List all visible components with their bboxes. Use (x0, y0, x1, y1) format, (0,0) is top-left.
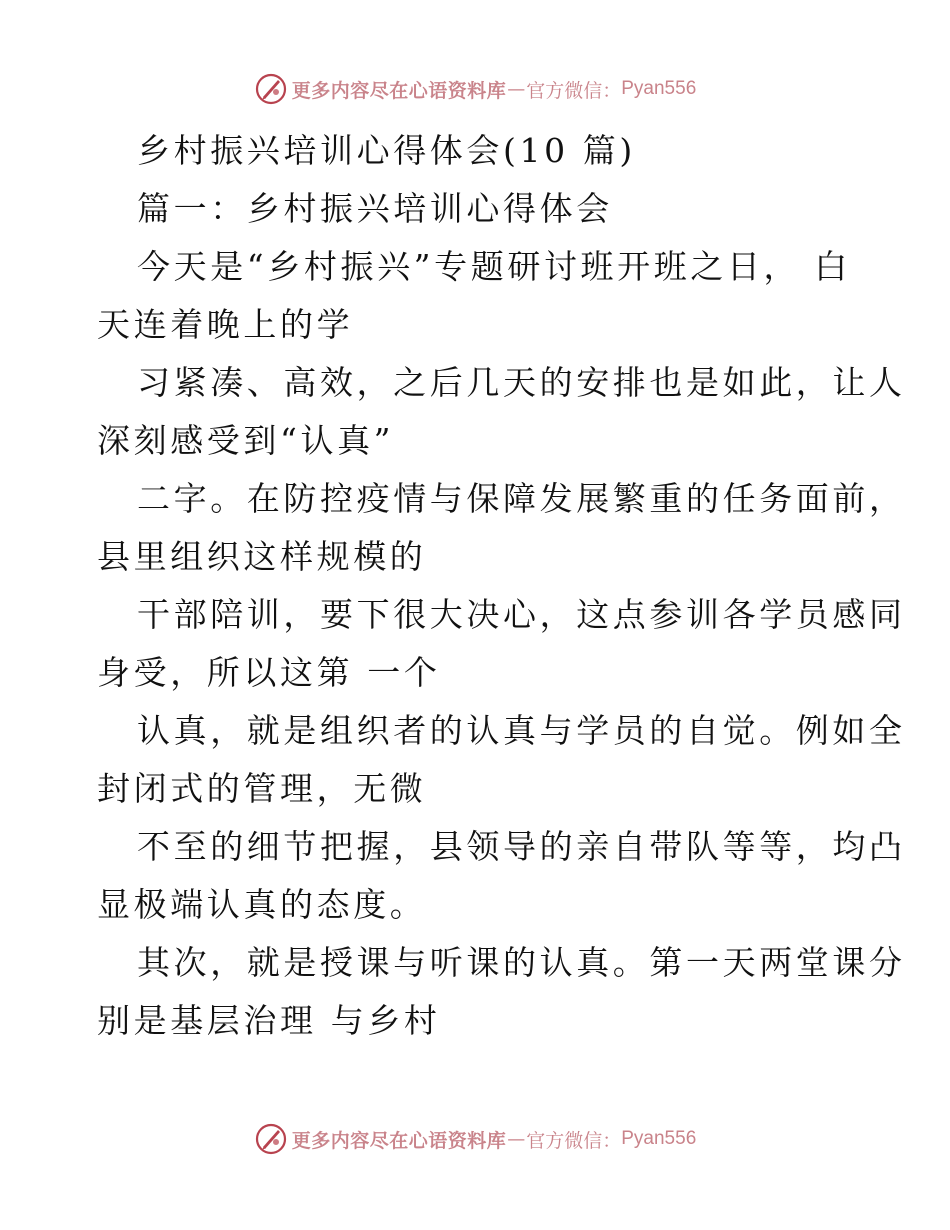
section-heading: 篇一：乡村振兴培训心得体会 (137, 189, 613, 228)
watermark-label: 官方微信： (526, 1129, 622, 1152)
watermark-separator: — (507, 78, 526, 100)
watermark-wechat-id: Pyan556 (621, 78, 697, 99)
watermark-brand: 更多内容尽在心语资料库 (291, 79, 507, 102)
body-line: 二字。在防控疫情与保障发展繁重的任务面前， (137, 479, 906, 518)
body-line: 显极端认真的态度。 (97, 885, 427, 924)
body-line: 封闭式的管理，无微 (97, 769, 427, 808)
watermark-wechat-id: Pyan556 (621, 1128, 697, 1149)
body-line: 县里组织这样规模的 (97, 537, 427, 576)
body-line: 今天是“乡村振兴”专题研讨班开班之日， 白 (137, 247, 851, 286)
watermark-separator: — (507, 1128, 526, 1150)
document-body (97, 122, 906, 1050)
quill-pen-logo-icon (254, 72, 288, 106)
footer-watermark (0, 1122, 950, 1156)
body-line: 别是基层治理 与乡村 (97, 1001, 441, 1040)
document-title: 乡村振兴培训心得体会(10 篇) (137, 131, 636, 170)
body-line: 其次，就是授课与听课的认真。第一天两堂课分 (137, 943, 906, 982)
body-line: 认真，就是组织者的认真与学员的自觉。例如全 (137, 711, 906, 750)
body-line: 干部陪训，要下很大决心，这点参训各学员感同 (137, 595, 906, 634)
body-line: 深刻感受到“认真” (97, 421, 395, 460)
header-watermark (0, 72, 950, 106)
body-line: 习紧凑、高效，之后几天的安排也是如此，让人 (137, 363, 906, 402)
body-line: 身受，所以这第 一个 (97, 653, 441, 692)
body-line: 天连着晚上的学 (97, 305, 354, 344)
body-line: 不至的细节把握，县领导的亲自带队等等，均凸 (137, 827, 906, 866)
watermark-label: 官方微信： (526, 79, 622, 102)
quill-pen-logo-icon (254, 1122, 288, 1156)
watermark-brand: 更多内容尽在心语资料库 (291, 1129, 507, 1152)
